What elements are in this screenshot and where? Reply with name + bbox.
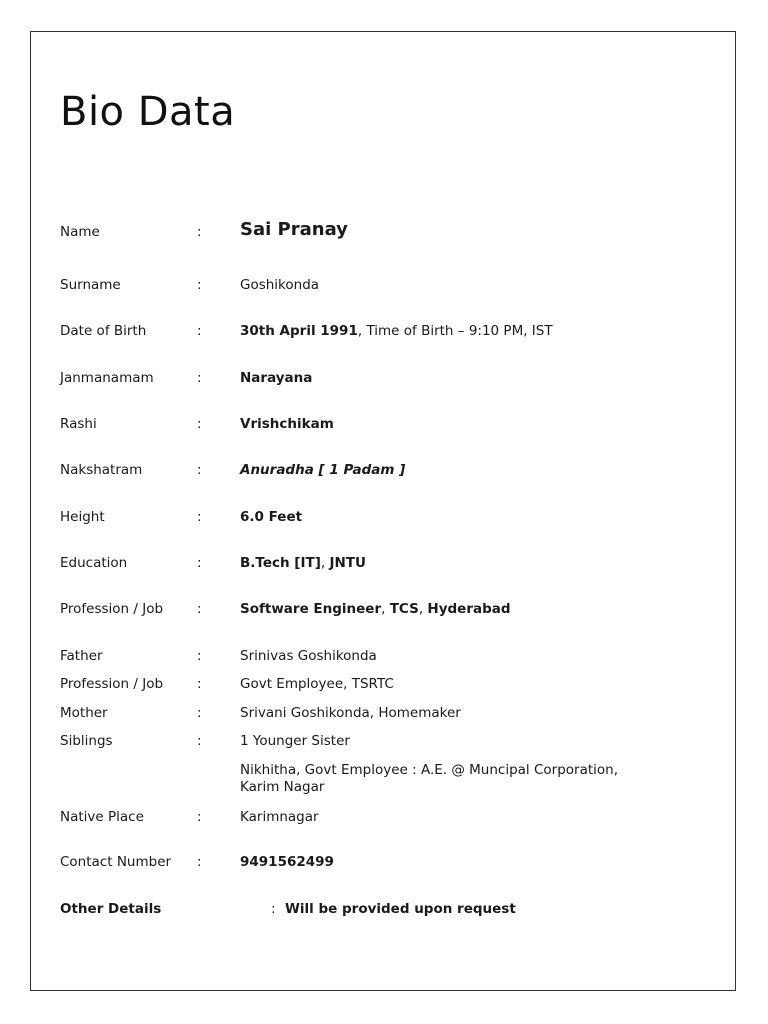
value-profession: [240, 601, 660, 618]
label-father: Father: [60, 648, 103, 664]
label-height: Height: [60, 509, 105, 525]
value-date-of-birth: [240, 323, 660, 340]
label-surname: Surname: [60, 277, 121, 293]
birth-time: , Time of Birth – 9:10 PM, IST: [357, 323, 553, 339]
label-name: Name: [60, 224, 100, 240]
colon: :: [197, 676, 202, 692]
value-contact-number: 9491562499: [240, 854, 334, 870]
value-native-place: Karimnagar: [240, 809, 319, 825]
label-nakshatram: Nakshatram: [60, 462, 143, 478]
colon: :: [197, 462, 202, 478]
birth-date: 30th April 1991: [240, 323, 358, 339]
value-father-profession: Govt Employee, TSRTC: [240, 676, 394, 692]
label-mother: Mother: [60, 705, 108, 721]
colon: :: [197, 555, 202, 571]
separator: ,: [320, 555, 330, 571]
employer: TCS: [389, 601, 419, 617]
label-date-of-birth: Date of Birth: [60, 323, 147, 339]
colon: :: [271, 901, 276, 917]
colon: :: [197, 370, 202, 386]
label-father-profession: Profession / Job: [60, 676, 164, 692]
separator: ,: [381, 601, 390, 617]
value-height: 6.0 Feet: [240, 509, 303, 525]
colon: :: [197, 705, 202, 721]
value-nakshatram: Anuradha [ 1 Padam ]: [240, 462, 406, 478]
label-education: Education: [60, 555, 128, 571]
page-title: Bio Data: [60, 89, 236, 135]
value-mother: Srivani Goshikonda, Homemaker: [240, 705, 461, 721]
value-education: [240, 555, 660, 572]
colon: :: [197, 509, 202, 525]
value-sibling-detail: Nikhitha, Govt Employee : A.E. @ Muncipal Corporation, Karim Nagar: [240, 762, 619, 795]
label-janmanamam: Janmanamam: [60, 370, 154, 386]
colon: :: [197, 323, 202, 339]
label-siblings: Siblings: [60, 733, 113, 749]
job-location: Hyderabad: [427, 601, 511, 617]
colon: :: [197, 416, 202, 432]
label-contact-number: Contact Number: [60, 854, 172, 870]
label-rashi: Rashi: [60, 416, 97, 432]
university: JNTU: [329, 555, 366, 571]
colon: :: [197, 277, 202, 293]
degree: B.Tech [IT]: [240, 555, 321, 571]
value-other-details: Will be provided upon request: [285, 901, 516, 917]
value-janmanamam: Narayana: [240, 370, 313, 386]
label-profession: Profession / Job: [60, 601, 164, 617]
value-siblings: 1 Younger Sister: [240, 733, 350, 749]
separator: ,: [418, 601, 428, 617]
colon: :: [197, 854, 202, 870]
value-surname: Goshikonda: [240, 277, 320, 293]
value-rashi: Vrishchikam: [240, 416, 334, 432]
value-father: Srinivas Goshikonda: [240, 648, 377, 664]
colon: :: [197, 224, 202, 240]
colon: :: [197, 648, 202, 664]
label-other-details: Other Details: [60, 901, 162, 917]
colon: :: [197, 809, 202, 825]
label-native-place: Native Place: [60, 809, 144, 825]
colon: :: [197, 601, 202, 617]
colon: :: [197, 733, 202, 749]
job-title: Software Engineer: [240, 601, 382, 617]
value-name: Sai Pranay: [240, 219, 348, 240]
